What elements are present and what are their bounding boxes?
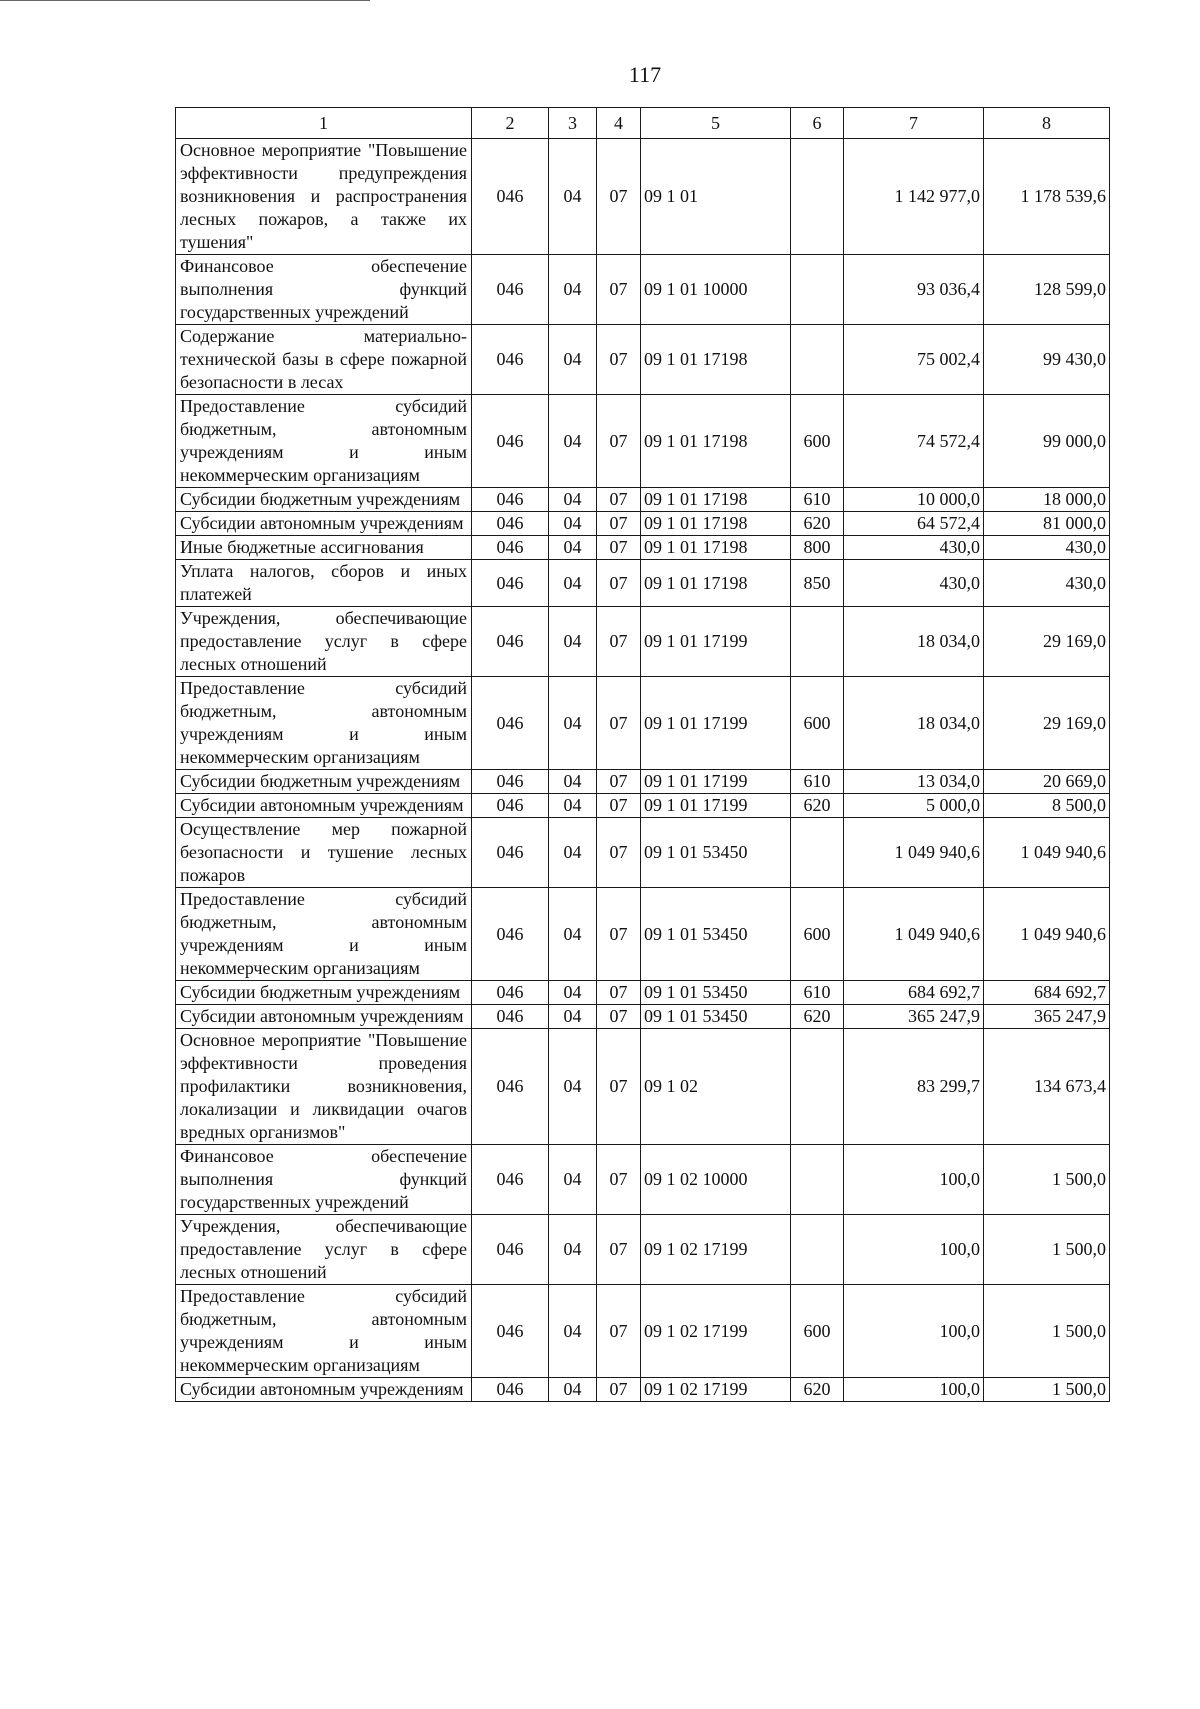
budget-table <box>175 107 1110 1402</box>
amount-year2-cell: 81 000,0 <box>984 512 1110 536</box>
subsection-code-cell: 07 <box>597 1145 641 1215</box>
subsection-code-cell: 07 <box>597 1215 641 1285</box>
amount-year1-cell: 430,0 <box>844 560 984 607</box>
grbs-code-cell: 046 <box>472 1145 549 1215</box>
amount-year1-cell: 13 034,0 <box>844 770 984 794</box>
row-name-cell: Основное мероприятие "Повышение эффективности предупреждения возникновения и распространения лесных пожаров, а также их тушения" <box>176 139 472 255</box>
section-code-cell: 04 <box>549 325 597 395</box>
amount-year2-cell: 99 430,0 <box>984 325 1110 395</box>
header-cell: 8 <box>984 108 1110 139</box>
section-code-cell: 04 <box>549 1285 597 1378</box>
grbs-code-cell: 046 <box>472 560 549 607</box>
header-cell: 3 <box>549 108 597 139</box>
target-article-cell: 09 1 02 17199 <box>641 1378 791 1402</box>
grbs-code-cell: 046 <box>472 1029 549 1145</box>
budget-table-container <box>175 107 1109 1402</box>
subsection-code-cell: 07 <box>597 981 641 1005</box>
grbs-code-cell: 046 <box>472 794 549 818</box>
table-row <box>176 536 1110 560</box>
subsection-code-cell: 07 <box>597 255 641 325</box>
target-article-cell: 09 1 01 17198 <box>641 395 791 488</box>
amount-year1-cell: 10 000,0 <box>844 488 984 512</box>
header-cell: 6 <box>791 108 844 139</box>
target-article-cell: 09 1 01 17199 <box>641 770 791 794</box>
expense-type-cell: 620 <box>791 1005 844 1029</box>
expense-type-cell: 610 <box>791 488 844 512</box>
amount-year2-cell: 99 000,0 <box>984 395 1110 488</box>
amount-year1-cell: 64 572,4 <box>844 512 984 536</box>
target-article-cell: 09 1 01 17198 <box>641 560 791 607</box>
target-article-cell: 09 1 02 17199 <box>641 1215 791 1285</box>
amount-year1-cell: 75 002,4 <box>844 325 984 395</box>
subsection-code-cell: 07 <box>597 1285 641 1378</box>
target-article-cell: 09 1 01 17199 <box>641 794 791 818</box>
subsection-code-cell: 07 <box>597 325 641 395</box>
header-cell: 7 <box>844 108 984 139</box>
amount-year1-cell: 100,0 <box>844 1215 984 1285</box>
section-code-cell: 04 <box>549 981 597 1005</box>
grbs-code-cell: 046 <box>472 536 549 560</box>
section-code-cell: 04 <box>549 255 597 325</box>
amount-year2-cell: 1 500,0 <box>984 1378 1110 1402</box>
table-row <box>176 770 1110 794</box>
table-row <box>176 818 1110 888</box>
expense-type-cell: 610 <box>791 770 844 794</box>
row-name-cell: Предоставление субсидий бюджетным, автономным учреждениям и иным некоммерческим организациям <box>176 677 472 770</box>
table-header-row <box>176 108 1110 139</box>
expense-type-cell: 600 <box>791 395 844 488</box>
amount-year1-cell: 1 049 940,6 <box>844 818 984 888</box>
amount-year2-cell: 1 178 539,6 <box>984 139 1110 255</box>
row-name-cell: Субсидии бюджетным учреждениям <box>176 488 472 512</box>
row-name-cell: Иные бюджетные ассигнования <box>176 536 472 560</box>
amount-year1-cell: 100,0 <box>844 1285 984 1378</box>
row-name-cell: Субсидии автономным учреждениям <box>176 512 472 536</box>
expense-type-cell <box>791 1215 844 1285</box>
subsection-code-cell: 07 <box>597 560 641 607</box>
row-name-cell: Уплата налогов, сборов и иных платежей <box>176 560 472 607</box>
expense-type-cell <box>791 325 844 395</box>
row-name-cell: Осуществление мер пожарной безопасности и тушение лесных пожаров <box>176 818 472 888</box>
section-code-cell: 04 <box>549 560 597 607</box>
scan-edge-line <box>0 0 370 1</box>
amount-year2-cell: 29 169,0 <box>984 607 1110 677</box>
section-code-cell: 04 <box>549 512 597 536</box>
grbs-code-cell: 046 <box>472 1378 549 1402</box>
table-row <box>176 395 1110 488</box>
amount-year1-cell: 5 000,0 <box>844 794 984 818</box>
table-row <box>176 794 1110 818</box>
table-row <box>176 1285 1110 1378</box>
grbs-code-cell: 046 <box>472 1215 549 1285</box>
table-row <box>176 560 1110 607</box>
section-code-cell: 04 <box>549 536 597 560</box>
grbs-code-cell: 046 <box>472 1285 549 1378</box>
section-code-cell: 04 <box>549 818 597 888</box>
grbs-code-cell: 046 <box>472 818 549 888</box>
amount-year2-cell: 365 247,9 <box>984 1005 1110 1029</box>
row-name-cell: Содержание материально-технической базы в сфере пожарной безопасности в лесах <box>176 325 472 395</box>
grbs-code-cell: 046 <box>472 488 549 512</box>
expense-type-cell <box>791 607 844 677</box>
amount-year2-cell: 29 169,0 <box>984 677 1110 770</box>
section-code-cell: 04 <box>549 139 597 255</box>
amount-year2-cell: 18 000,0 <box>984 488 1110 512</box>
expense-type-cell: 600 <box>791 677 844 770</box>
expense-type-cell: 620 <box>791 794 844 818</box>
row-name-cell: Субсидии автономным учреждениям <box>176 1378 472 1402</box>
amount-year2-cell: 430,0 <box>984 560 1110 607</box>
subsection-code-cell: 07 <box>597 139 641 255</box>
expense-type-cell <box>791 139 844 255</box>
subsection-code-cell: 07 <box>597 536 641 560</box>
amount-year1-cell: 74 572,4 <box>844 395 984 488</box>
target-article-cell: 09 1 01 53450 <box>641 1005 791 1029</box>
expense-type-cell <box>791 1145 844 1215</box>
table-row <box>176 255 1110 325</box>
grbs-code-cell: 046 <box>472 255 549 325</box>
grbs-code-cell: 046 <box>472 981 549 1005</box>
target-article-cell: 09 1 02 17199 <box>641 1285 791 1378</box>
subsection-code-cell: 07 <box>597 1029 641 1145</box>
row-name-cell: Предоставление субсидий бюджетным, автономным учреждениям и иным некоммерческим организациям <box>176 395 472 488</box>
row-name-cell: Субсидии автономным учреждениям <box>176 1005 472 1029</box>
amount-year1-cell: 684 692,7 <box>844 981 984 1005</box>
header-cell: 4 <box>597 108 641 139</box>
grbs-code-cell: 046 <box>472 888 549 981</box>
section-code-cell: 04 <box>549 794 597 818</box>
table-row <box>176 1215 1110 1285</box>
grbs-code-cell: 046 <box>472 1005 549 1029</box>
grbs-code-cell: 046 <box>472 677 549 770</box>
section-code-cell: 04 <box>549 488 597 512</box>
grbs-code-cell: 046 <box>472 139 549 255</box>
amount-year1-cell: 18 034,0 <box>844 677 984 770</box>
subsection-code-cell: 07 <box>597 794 641 818</box>
section-code-cell: 04 <box>549 395 597 488</box>
row-name-cell: Учреждения, обеспечивающие предоставление услуг в сфере лесных отношений <box>176 1215 472 1285</box>
section-code-cell: 04 <box>549 1378 597 1402</box>
target-article-cell: 09 1 02 <box>641 1029 791 1145</box>
amount-year2-cell: 1 500,0 <box>984 1145 1110 1215</box>
table-row <box>176 1005 1110 1029</box>
amount-year2-cell: 20 669,0 <box>984 770 1110 794</box>
amount-year1-cell: 1 142 977,0 <box>844 139 984 255</box>
row-name-cell: Финансовое обеспечение выполнения функций государственных учреждений <box>176 255 472 325</box>
table-row <box>176 981 1110 1005</box>
table-row <box>176 1378 1110 1402</box>
amount-year2-cell: 134 673,4 <box>984 1029 1110 1145</box>
table-row <box>176 325 1110 395</box>
table-row <box>176 139 1110 255</box>
row-name-cell: Субсидии бюджетным учреждениям <box>176 981 472 1005</box>
row-name-cell: Основное мероприятие "Повышение эффективности проведения профилактики возникновения, локализации и ликвидации очагов вредных организмов" <box>176 1029 472 1145</box>
target-article-cell: 09 1 01 53450 <box>641 818 791 888</box>
expense-type-cell: 620 <box>791 512 844 536</box>
grbs-code-cell: 046 <box>472 607 549 677</box>
header-cell: 2 <box>472 108 549 139</box>
target-article-cell: 09 1 01 17198 <box>641 325 791 395</box>
table-body <box>176 108 1110 1402</box>
expense-type-cell: 620 <box>791 1378 844 1402</box>
expense-type-cell: 850 <box>791 560 844 607</box>
row-name-cell: Учреждения, обеспечивающие предоставление услуг в сфере лесных отношений <box>176 607 472 677</box>
amount-year1-cell: 100,0 <box>844 1378 984 1402</box>
table-row <box>176 488 1110 512</box>
grbs-code-cell: 046 <box>472 770 549 794</box>
grbs-code-cell: 046 <box>472 512 549 536</box>
table-row <box>176 1145 1110 1215</box>
grbs-code-cell: 046 <box>472 395 549 488</box>
target-article-cell: 09 1 01 10000 <box>641 255 791 325</box>
table-row <box>176 1029 1110 1145</box>
row-name-cell: Субсидии автономным учреждениям <box>176 794 472 818</box>
target-article-cell: 09 1 01 53450 <box>641 981 791 1005</box>
amount-year2-cell: 8 500,0 <box>984 794 1110 818</box>
section-code-cell: 04 <box>549 770 597 794</box>
header-cell: 1 <box>176 108 472 139</box>
subsection-code-cell: 07 <box>597 818 641 888</box>
subsection-code-cell: 07 <box>597 770 641 794</box>
section-code-cell: 04 <box>549 607 597 677</box>
amount-year1-cell: 365 247,9 <box>844 1005 984 1029</box>
target-article-cell: 09 1 01 17199 <box>641 677 791 770</box>
row-name-cell: Субсидии бюджетным учреждениям <box>176 770 472 794</box>
row-name-cell: Финансовое обеспечение выполнения функций государственных учреждений <box>176 1145 472 1215</box>
section-code-cell: 04 <box>549 677 597 770</box>
amount-year1-cell: 83 299,7 <box>844 1029 984 1145</box>
amount-year1-cell: 100,0 <box>844 1145 984 1215</box>
expense-type-cell: 600 <box>791 1285 844 1378</box>
target-article-cell: 09 1 01 17198 <box>641 488 791 512</box>
section-code-cell: 04 <box>549 1215 597 1285</box>
subsection-code-cell: 07 <box>597 1378 641 1402</box>
expense-type-cell <box>791 255 844 325</box>
subsection-code-cell: 07 <box>597 512 641 536</box>
subsection-code-cell: 07 <box>597 677 641 770</box>
expense-type-cell <box>791 1029 844 1145</box>
amount-year2-cell: 430,0 <box>984 536 1110 560</box>
target-article-cell: 09 1 01 <box>641 139 791 255</box>
section-code-cell: 04 <box>549 1145 597 1215</box>
expense-type-cell <box>791 818 844 888</box>
amount-year2-cell: 128 599,0 <box>984 255 1110 325</box>
expense-type-cell: 600 <box>791 888 844 981</box>
amount-year1-cell: 18 034,0 <box>844 607 984 677</box>
table-row <box>176 607 1110 677</box>
grbs-code-cell: 046 <box>472 325 549 395</box>
target-article-cell: 09 1 01 17199 <box>641 607 791 677</box>
expense-type-cell: 610 <box>791 981 844 1005</box>
amount-year1-cell: 1 049 940,6 <box>844 888 984 981</box>
subsection-code-cell: 07 <box>597 488 641 512</box>
amount-year2-cell: 1 500,0 <box>984 1215 1110 1285</box>
amount-year2-cell: 684 692,7 <box>984 981 1110 1005</box>
section-code-cell: 04 <box>549 1029 597 1145</box>
expense-type-cell: 800 <box>791 536 844 560</box>
section-code-cell: 04 <box>549 1005 597 1029</box>
header-cell: 5 <box>641 108 791 139</box>
target-article-cell: 09 1 01 17198 <box>641 536 791 560</box>
target-article-cell: 09 1 01 17198 <box>641 512 791 536</box>
subsection-code-cell: 07 <box>597 1005 641 1029</box>
target-article-cell: 09 1 02 10000 <box>641 1145 791 1215</box>
row-name-cell: Предоставление субсидий бюджетным, автономным учреждениям и иным некоммерческим организациям <box>176 1285 472 1378</box>
table-row <box>176 677 1110 770</box>
amount-year2-cell: 1 049 940,6 <box>984 818 1110 888</box>
target-article-cell: 09 1 01 53450 <box>641 888 791 981</box>
amount-year1-cell: 93 036,4 <box>844 255 984 325</box>
amount-year2-cell: 1 500,0 <box>984 1285 1110 1378</box>
amount-year2-cell: 1 049 940,6 <box>984 888 1110 981</box>
section-code-cell: 04 <box>549 888 597 981</box>
page-number: 117 <box>628 62 662 87</box>
table-row <box>176 512 1110 536</box>
amount-year1-cell: 430,0 <box>844 536 984 560</box>
subsection-code-cell: 07 <box>597 888 641 981</box>
table-row <box>176 888 1110 981</box>
subsection-code-cell: 07 <box>597 607 641 677</box>
row-name-cell: Предоставление субсидий бюджетным, автономным учреждениям и иным некоммерческим организациям <box>176 888 472 981</box>
subsection-code-cell: 07 <box>597 395 641 488</box>
